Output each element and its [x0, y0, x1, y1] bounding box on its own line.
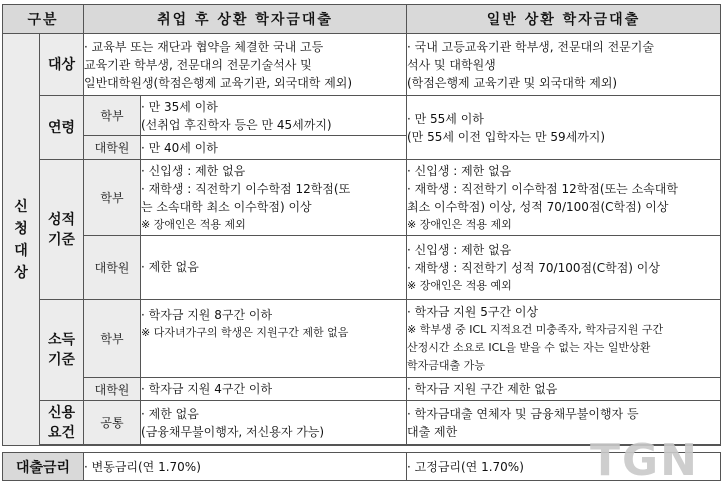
text-line: · 학자금 지원 5구간 이상 [407, 304, 539, 319]
text-line: · 만 55세 이하 [407, 111, 484, 126]
text-line: 는 소속대학 최소 이수학점) 이상 [141, 199, 312, 214]
text-line: ※ 다자녀가구의 학생은 지원구간 제한 없음 [141, 326, 349, 339]
income-label-line2: 기준 [47, 352, 76, 368]
credit-label-line1: 신용 [47, 404, 76, 421]
level-common: 공통 [84, 401, 141, 445]
header-general-repayment-loan: 일반 상환 학자금대출 [407, 5, 721, 34]
income-col2-undergrad [407, 300, 721, 378]
header-income-contingent-loan: 취업 후 상환 학자금대출 [84, 5, 407, 34]
header-gubun: 구분 [3, 5, 84, 34]
text-line: · 국내 고등교육기관 학부생, 전문대의 전문기술 [407, 39, 654, 54]
age-col1-grad: · 만 40세 이하 [141, 136, 407, 160]
level-undergrad: 학부 [84, 96, 141, 136]
text-line: · 재학생 : 직전학기 이수학점 12학점(또 [141, 181, 351, 196]
row-label-credit [40, 401, 84, 445]
text-line: · 학자금 지원 8구간 이하 [141, 308, 273, 322]
grade-label-line2: 기준 [47, 231, 76, 248]
level-grad: 대학원 [84, 236, 141, 300]
target-col1 [84, 34, 407, 96]
credit-col1 [141, 401, 407, 445]
text-line: (만 55세 이전 입학자는 만 59세까지) [407, 129, 606, 144]
text-line: ※ 학부생 중 ICL 지적요건 미충족자, 학자금지원 구간 [407, 322, 664, 336]
text-line: (금융채무불이행자, 저신용자 가능) [141, 424, 325, 439]
income-label-line1: 소득 [47, 332, 76, 348]
student-loan-comparison-table [2, 4, 721, 481]
income-col2-grad: · 학자금 지원 구간 제한 없음 [407, 378, 721, 401]
text-line: · 신입생 : 제한 없음 [407, 163, 512, 178]
text-line: (학점은행제 교육기관 및 외국대학 제외) [407, 75, 618, 90]
text-line: · 제한 없음 [141, 406, 199, 421]
text-line: 학자금대출 가능 [407, 358, 485, 372]
row-label-interest-rate: 대출금리 [3, 453, 84, 481]
text-line: ※ 장애인은 적용 제외 [141, 217, 246, 231]
text-line: · 재학생 : 직전학기 성적 70/100점(C학점) 이상 [407, 260, 660, 275]
text-line: · 신입생 : 제한 없음 [141, 163, 246, 178]
level-undergrad: 학부 [84, 300, 141, 378]
group-label-char-1: 신 [14, 198, 28, 215]
age-col2 [407, 96, 721, 160]
text-line: 대출 제한 [407, 424, 458, 439]
grade-col2-undergrad [407, 160, 721, 236]
text-line: · 신입생 : 제한 없음 [407, 242, 512, 257]
grade-col1-undergrad [141, 160, 407, 236]
tgn-watermark-logo: TGN [590, 435, 699, 486]
row-label-grade [40, 160, 84, 300]
row-label-age: 연령 [40, 96, 84, 160]
text-line: 최소 이수학점) 이상, 성적 70/100점(C학점) 이상 [407, 199, 669, 214]
income-col1-undergrad [141, 300, 407, 378]
group-label-applicants [3, 34, 40, 446]
level-undergrad: 학부 [84, 160, 141, 236]
text-line: · 재학생 : 직전학기 이수학점 12학점(또는 소속대학 [407, 181, 678, 196]
row-label-income [40, 300, 84, 401]
group-label-char-3: 대 [14, 242, 28, 259]
level-grad: 대학원 [84, 136, 141, 160]
text-line: ※ 장애인은 적용 예외 [407, 278, 512, 292]
text-line: · 학자금대출 연체자 및 금융채무불이행자 등 [407, 406, 639, 421]
level-grad: 대학원 [84, 378, 141, 401]
income-col1-grad: · 학자금 지원 4구간 이하 [141, 378, 407, 401]
text-line: (선취업 후진학자 등은 만 45세까지) [141, 117, 332, 132]
age-col1-undergrad [141, 96, 407, 136]
target-col2 [407, 34, 721, 96]
rate-col1: · 변동금리(연 1.70%) [84, 453, 407, 481]
grade-col1-grad: · 제한 없음 [141, 236, 407, 300]
group-label-char-2: 청 [14, 220, 28, 237]
credit-label-line2: 요건 [47, 424, 76, 441]
group-label-char-4: 상 [14, 264, 28, 281]
text-line: 일반대학원생(학점은행제 교육기관, 외국대학 제외) [84, 75, 353, 90]
rate-col2: · 고정금리(연 1.70%) [407, 453, 721, 481]
text-line: 석사 및 대학원생 [407, 57, 496, 72]
text-line: · 교육부 또는 재단과 협약을 체결한 국내 고등 [84, 39, 324, 54]
grade-label-line1: 성적 [47, 211, 76, 228]
text-line: 산정시간 소요로 ICL을 받을 수 없는 자는 일반상환 [407, 340, 651, 354]
grade-col2-grad [407, 236, 721, 300]
row-label-target: 대상 [40, 34, 84, 96]
text-line: · 만 35세 이하 [141, 99, 218, 114]
text-line: ※ 장애인은 적용 제외 [407, 217, 512, 231]
text-line: 교육기관 학부생, 전문대의 전문기술석사 및 [84, 57, 312, 72]
